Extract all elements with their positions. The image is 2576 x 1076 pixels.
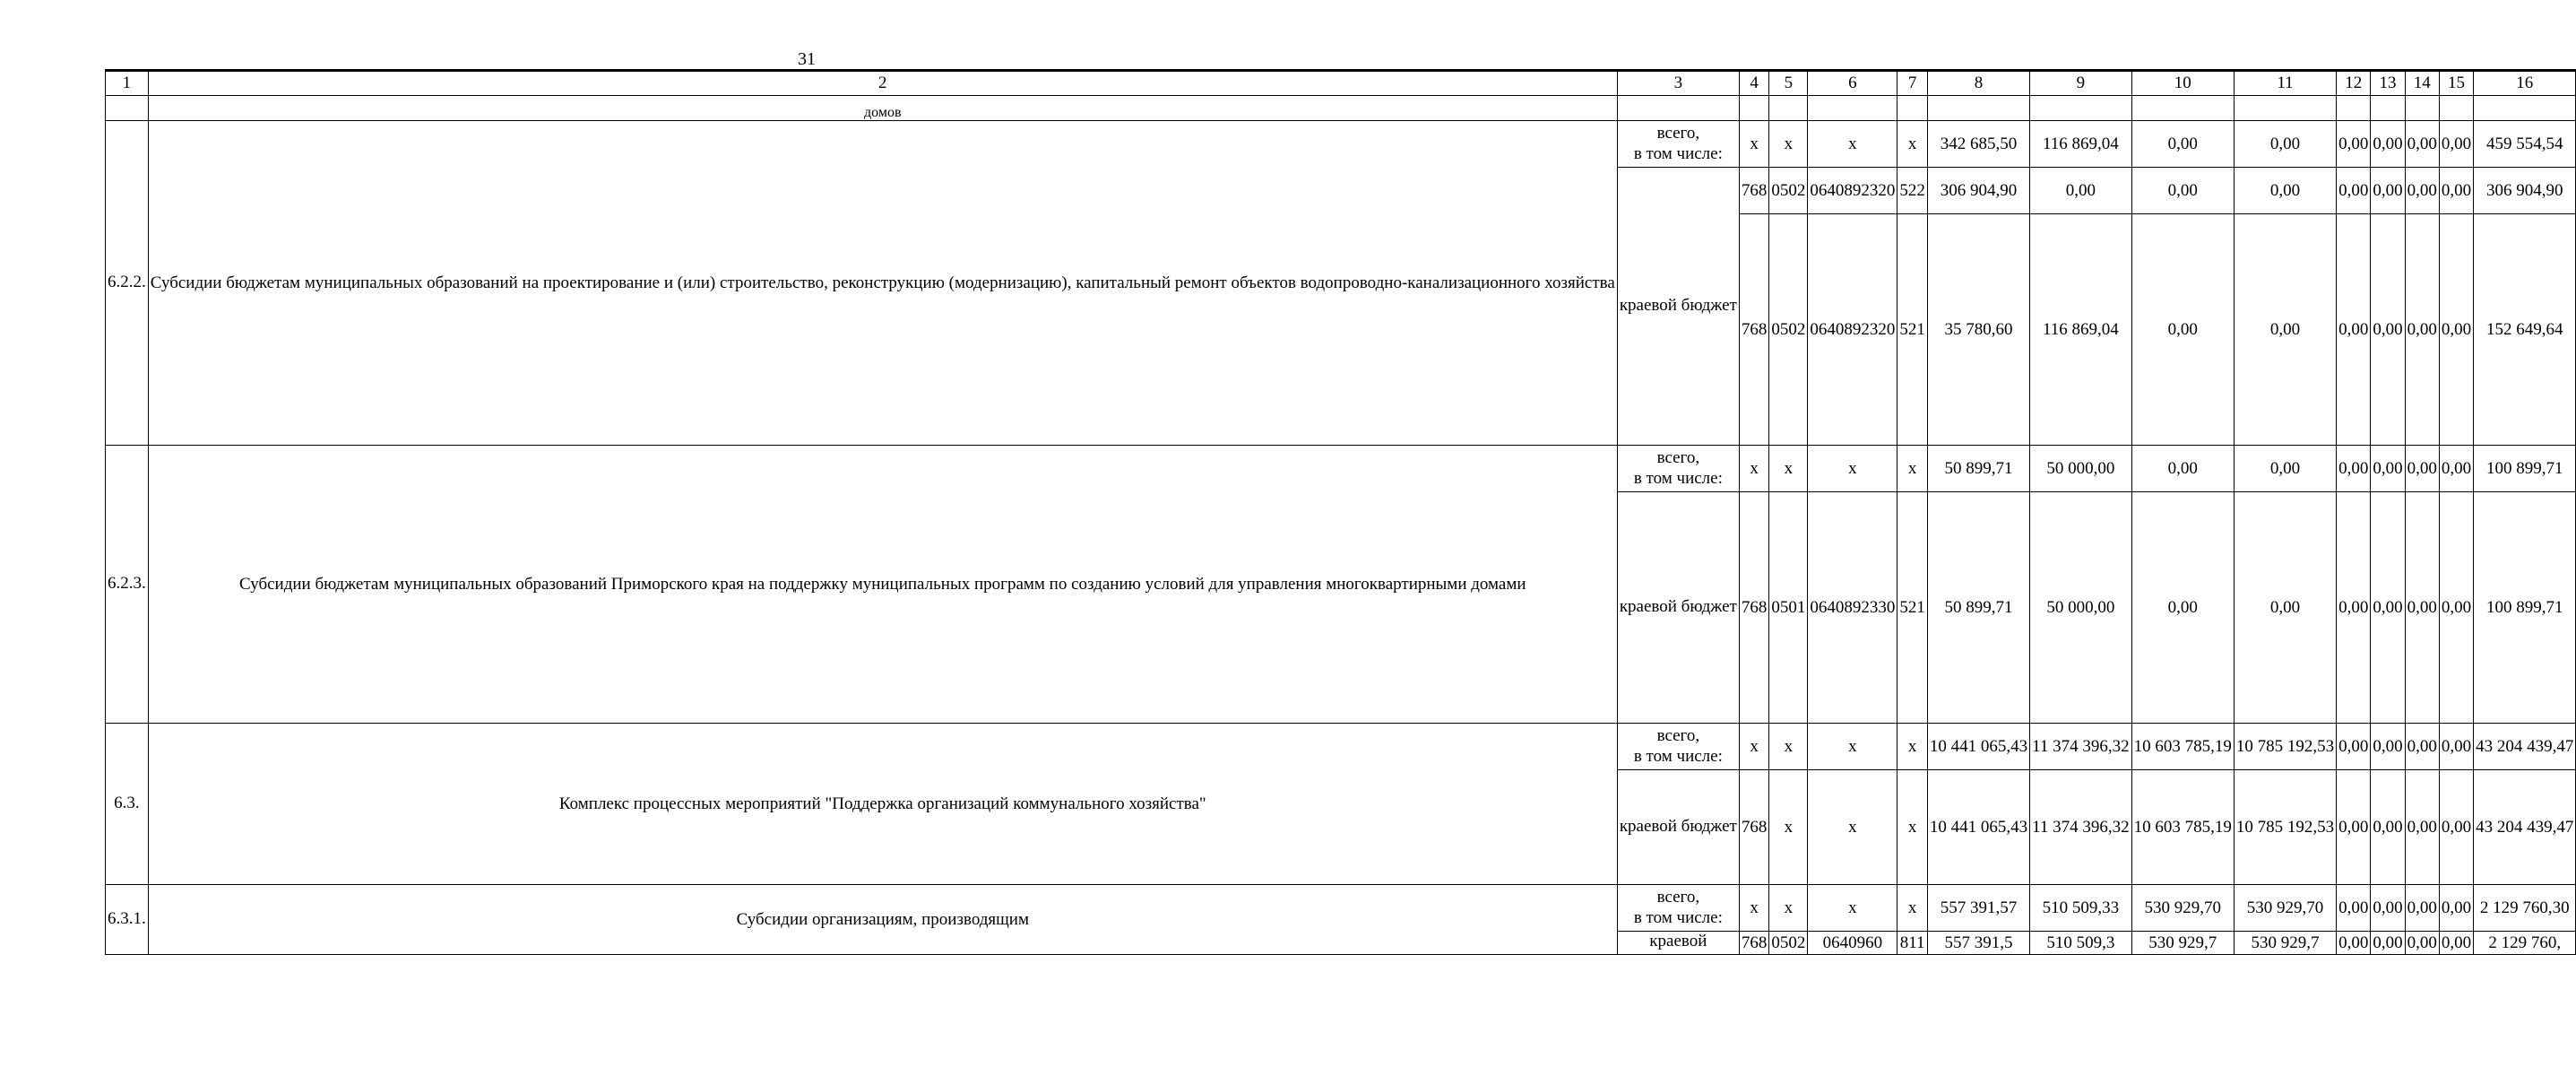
column-header: 1 (106, 71, 149, 96)
cell-c12: 0,00 (2337, 168, 2371, 214)
cell-c11: 0,00 (2234, 168, 2336, 214)
column-header: 14 (2405, 71, 2439, 96)
cell (2474, 96, 2576, 121)
cell-c5: 0502 (1769, 214, 1808, 446)
cell-c15: 0,00 (2439, 121, 2473, 168)
cell-c6: x (1808, 885, 1897, 932)
cell-c4: x (1739, 121, 1769, 168)
cell (106, 96, 149, 121)
cell-c6: 0640892330 (1808, 492, 1897, 724)
table-row (106, 121, 2576, 168)
column-header: 4 (1739, 71, 1769, 96)
table-row (106, 446, 2576, 492)
cell-c13: 0,00 (2371, 770, 2405, 885)
cell-c8: 50 899,71 (1927, 446, 2029, 492)
cell-c5: x (1769, 885, 1808, 932)
cell (1927, 96, 2029, 121)
cell-c9: 510 509,3 (2030, 932, 2132, 955)
cell-c6: x (1808, 121, 1897, 168)
cell (2337, 96, 2371, 121)
cell-c12: 0,00 (2337, 770, 2371, 885)
cell-c16: 306 904,90 (2474, 168, 2576, 214)
cell (2131, 96, 2234, 121)
cell-c16: 459 554,54 (2474, 121, 2576, 168)
cell-c16: 100 899,71 (2474, 446, 2576, 492)
cell-c16: 43 204 439,47 (2474, 770, 2576, 885)
cell-c11: 0,00 (2234, 214, 2336, 446)
cell-c4: 768 (1739, 932, 1769, 955)
cell-c6: 0640892320 (1808, 214, 1897, 446)
cell-c15: 0,00 (2439, 492, 2473, 724)
cell-c15: 0,00 (2439, 214, 2473, 446)
source-label: краевой бюджет (1617, 770, 1739, 885)
cell-c12: 0,00 (2337, 214, 2371, 446)
column-header: 10 (2131, 71, 2234, 96)
cell-c8: 10 441 065,43 (1927, 724, 2029, 770)
cell (1617, 96, 1739, 121)
cell-c10: 530 929,70 (2131, 885, 2234, 932)
cell-c13: 0,00 (2371, 885, 2405, 932)
cell-c8: 342 685,50 (1927, 121, 2029, 168)
cell-c14: 0,00 (2405, 214, 2439, 446)
row-code: 6.3.1. (106, 885, 149, 955)
cell (1897, 96, 1928, 121)
cell-c14: 0,00 (2405, 770, 2439, 885)
cell-c7: 811 (1897, 932, 1928, 955)
column-header: 9 (2030, 71, 2132, 96)
table-row (106, 724, 2576, 770)
cell-c8: 10 441 065,43 (1927, 770, 2029, 885)
cell-c8: 50 899,71 (1927, 492, 2029, 724)
cell-c10: 0,00 (2131, 446, 2234, 492)
source-label: всего, в том числе: (1617, 885, 1739, 932)
column-header: 8 (1927, 71, 2029, 96)
cell-c4: 768 (1739, 214, 1769, 446)
cell-c7: 521 (1897, 214, 1928, 446)
column-header: 13 (2371, 71, 2405, 96)
cell-c7: x (1897, 121, 1928, 168)
cell-c10: 0,00 (2131, 214, 2234, 446)
column-header: 3 (1617, 71, 1739, 96)
cell-c14: 0,00 (2405, 492, 2439, 724)
cell-c14: 0,00 (2405, 724, 2439, 770)
cell-c9: 11 374 396,32 (2030, 724, 2132, 770)
cell-c4: 768 (1739, 770, 1769, 885)
cell-c14: 0,00 (2405, 168, 2439, 214)
cell-c14: 0,00 (2405, 446, 2439, 492)
cell (1739, 96, 1769, 121)
cell-c10: 0,00 (2131, 121, 2234, 168)
cell-c6: 0640892320 (1808, 168, 1897, 214)
cell-c14: 0,00 (2405, 121, 2439, 168)
cell-c10: 0,00 (2131, 168, 2234, 214)
continuation-text: домов (148, 96, 1617, 121)
column-header: 11 (2234, 71, 2336, 96)
continuation-row (106, 96, 2576, 121)
cell-c11: 530 929,7 (2234, 932, 2336, 955)
cell-c8: 557 391,5 (1927, 932, 2029, 955)
cell-c5: x (1769, 724, 1808, 770)
cell-c15: 0,00 (2439, 885, 2473, 932)
cell-c4: x (1739, 446, 1769, 492)
cell-c4: 768 (1739, 492, 1769, 724)
cell-c6: 0640960 (1808, 932, 1897, 955)
column-header: 6 (1808, 71, 1897, 96)
cell-c11: 0,00 (2234, 121, 2336, 168)
cell-c16: 43 204 439,47 (2474, 724, 2576, 770)
row-name: Субсидии бюджетам муниципальных образований Приморского края на поддержку муниципальных программ по созданию условий для управления многоквартирными домами (148, 446, 1617, 724)
cell-c9: 510 509,33 (2030, 885, 2132, 932)
cell (1808, 96, 1897, 121)
cell-c11: 0,00 (2234, 446, 2336, 492)
cell-c7: x (1897, 770, 1928, 885)
cell-c9: 50 000,00 (2030, 492, 2132, 724)
row-code: 6.3. (106, 724, 149, 885)
cell-c5: x (1769, 770, 1808, 885)
cell-c10: 10 603 785,19 (2131, 770, 2234, 885)
row-name: Субсидии организациям, производящим (148, 885, 1617, 955)
cell-c13: 0,00 (2371, 932, 2405, 955)
cell-c8: 557 391,57 (1927, 885, 2029, 932)
cell-c13: 0,00 (2371, 168, 2405, 214)
cell-c9: 116 869,04 (2030, 121, 2132, 168)
cell (2371, 96, 2405, 121)
source-label: краевой бюджет (1617, 168, 1739, 446)
cell-c13: 0,00 (2371, 492, 2405, 724)
cell-c15: 0,00 (2439, 446, 2473, 492)
cell-c7: 521 (1897, 492, 1928, 724)
cell-c10: 530 929,7 (2131, 932, 2234, 955)
source-label: краевой бюджет (1617, 492, 1739, 724)
cell (2405, 96, 2439, 121)
cell-c7: 522 (1897, 168, 1928, 214)
cell-c7: x (1897, 885, 1928, 932)
header-row (106, 71, 2576, 96)
cell-c6: x (1808, 770, 1897, 885)
cell-c5: 0502 (1769, 168, 1808, 214)
cell-c14: 0,00 (2405, 932, 2439, 955)
source-label: всего, в том числе: (1617, 121, 1739, 168)
cell-c15: 0,00 (2439, 168, 2473, 214)
cell (2439, 96, 2473, 121)
cell-c11: 10 785 192,53 (2234, 770, 2336, 885)
cell (1769, 96, 1808, 121)
page-number: 31 (798, 49, 816, 69)
cell-c8: 306 904,90 (1927, 168, 2029, 214)
column-header: 7 (1897, 71, 1928, 96)
column-header: 5 (1769, 71, 1808, 96)
budget-table (105, 69, 2576, 955)
cell-c15: 0,00 (2439, 770, 2473, 885)
column-header: 2 (148, 71, 1617, 96)
cell-c9: 116 869,04 (2030, 214, 2132, 446)
cell-c8: 35 780,60 (1927, 214, 2029, 446)
cell-c5: 0502 (1769, 932, 1808, 955)
cell-c5: x (1769, 446, 1808, 492)
cell-c7: x (1897, 446, 1928, 492)
cell-c9: 50 000,00 (2030, 446, 2132, 492)
cell-c6: x (1808, 724, 1897, 770)
cell-c11: 10 785 192,53 (2234, 724, 2336, 770)
cell-c16: 2 129 760, (2474, 932, 2576, 955)
cell-c16: 100 899,71 (2474, 492, 2576, 724)
cell (2234, 96, 2336, 121)
cell-c12: 0,00 (2337, 885, 2371, 932)
cell-c6: x (1808, 446, 1897, 492)
cell-c4: x (1739, 724, 1769, 770)
cell-c4: x (1739, 885, 1769, 932)
cell-c12: 0,00 (2337, 492, 2371, 724)
source-label: всего, в том числе: (1617, 724, 1739, 770)
cell-c14: 0,00 (2405, 885, 2439, 932)
cell-c16: 2 129 760,30 (2474, 885, 2576, 932)
column-header: 12 (2337, 71, 2371, 96)
cell-c15: 0,00 (2439, 724, 2473, 770)
source-label: краевой (1617, 932, 1739, 955)
cell-c9: 0,00 (2030, 168, 2132, 214)
cell-c12: 0,00 (2337, 932, 2371, 955)
row-code: 6.2.2. (106, 121, 149, 446)
cell-c13: 0,00 (2371, 724, 2405, 770)
cell (2030, 96, 2132, 121)
cell-c15: 0,00 (2439, 932, 2473, 955)
cell-c9: 11 374 396,32 (2030, 770, 2132, 885)
cell-c10: 0,00 (2131, 492, 2234, 724)
cell-c4: 768 (1739, 168, 1769, 214)
cell-c11: 0,00 (2234, 492, 2336, 724)
cell-c13: 0,00 (2371, 214, 2405, 446)
row-name: Субсидии бюджетам муниципальных образований на проектирование и (или) строительство, реконструкцию (модернизацию), капитальный ремонт объектов водопроводно-канализационного хозяйства (148, 121, 1617, 446)
column-header: 15 (2439, 71, 2473, 96)
cell-c11: 530 929,70 (2234, 885, 2336, 932)
cell-c12: 0,00 (2337, 446, 2371, 492)
cell-c13: 0,00 (2371, 121, 2405, 168)
cell-c16: 152 649,64 (2474, 214, 2576, 446)
row-code: 6.2.3. (106, 446, 149, 724)
cell-c12: 0,00 (2337, 121, 2371, 168)
table-row (106, 885, 2576, 932)
cell-c10: 10 603 785,19 (2131, 724, 2234, 770)
row-name: Комплекс процессных мероприятий "Поддержка организаций коммунального хозяйства" (148, 724, 1617, 885)
cell-c12: 0,00 (2337, 724, 2371, 770)
cell-c5: 0501 (1769, 492, 1808, 724)
cell-c13: 0,00 (2371, 446, 2405, 492)
source-label: всего, в том числе: (1617, 446, 1739, 492)
column-header: 16 (2474, 71, 2576, 96)
cell-c5: x (1769, 121, 1808, 168)
cell-c7: x (1897, 724, 1928, 770)
